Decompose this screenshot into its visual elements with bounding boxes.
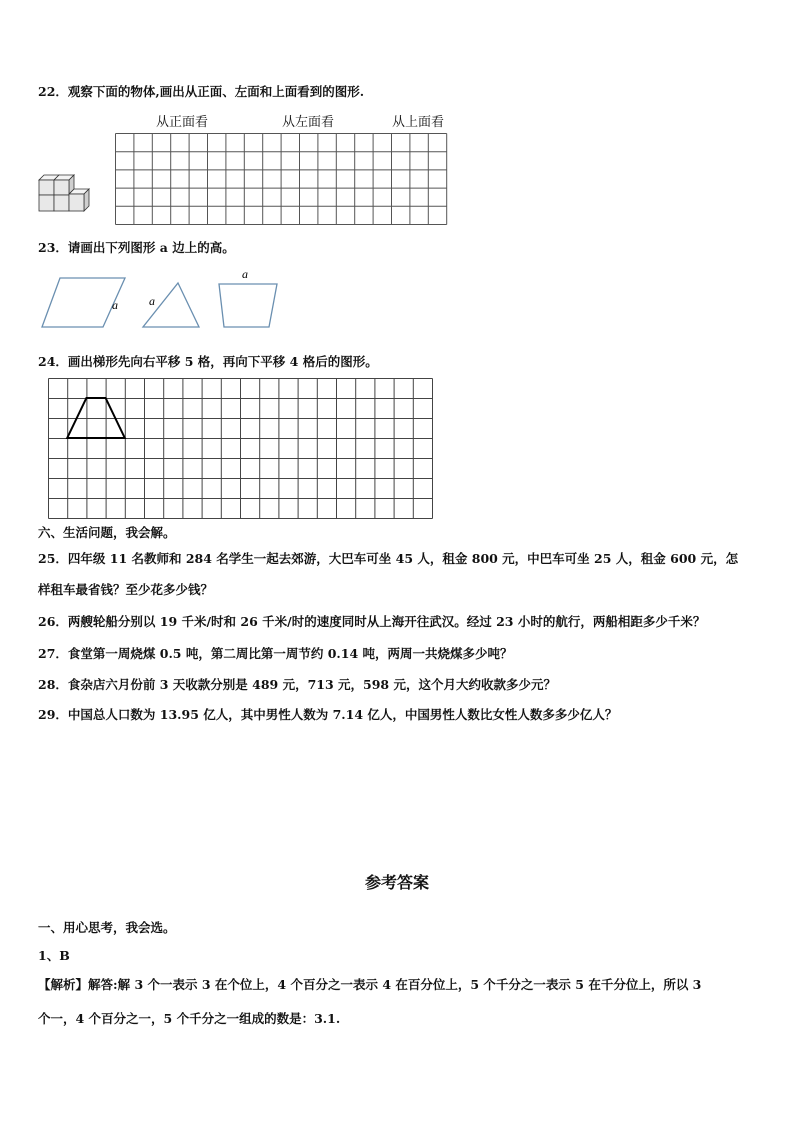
question-24: 24．画出梯形先向右平移 5 格，再向下平移 4 格后的图形。 xyxy=(38,354,378,369)
question-28: 28．食杂店六月份前 3 天收款分别是 489 元，713 元，598 元，这个月大约收款多少元？ xyxy=(38,677,556,692)
question-23: 23．请画出下列图形 a 边上的高。 xyxy=(38,240,235,255)
question-27: 27．食堂第一周烧煤 0.5 吨，第二周比第一周节约 0.14 吨，两周一共烧煤多少吨？ xyxy=(38,646,513,661)
drawing-grid-translation[interactable] xyxy=(48,378,434,520)
question-29: 29．中国总人口数为 13.95 亿人，其中男性人数为 7.14 亿人，中国男性人数比女性人数多多少亿人？ xyxy=(38,707,618,722)
parallelogram-side-label: a xyxy=(112,298,118,312)
section-6-heading: 六、生活问题，我会解。 xyxy=(38,525,176,540)
drawing-grid-views[interactable] xyxy=(115,133,448,226)
answer-1-analysis-line-2: 个一，4 个百分之一，5 个千分之一组成的数是：3.1. xyxy=(38,1011,341,1026)
question-25-line-1: 25．四年级 11 名教师和 284 名学生一起去郊游，大巴车可坐 45 人，租金 800 元，中巴车可坐 25 人，租金 600 元，怎 xyxy=(38,551,739,566)
answers-title: 参考答案 xyxy=(364,873,429,892)
shape-parallelogram xyxy=(40,275,130,330)
answers-section-1: 一、用心思考，我会选。 xyxy=(38,920,176,935)
shape-triangle xyxy=(140,280,205,330)
view-label-left: 从左面看 xyxy=(282,115,335,130)
question-25-line-2: 样租车最省钱？至少花多少钱？ xyxy=(38,582,214,597)
answer-1: 1、B xyxy=(38,948,70,963)
view-label-front: 从正面看 xyxy=(156,115,209,130)
triangle-side-label: a xyxy=(149,294,155,308)
cube-stack-figure xyxy=(36,172,96,216)
question-26: 26．两艘轮船分别以 19 千米/时和 26 千米/时的速度同时从上海开往武汉。经过 23 小时的航行，两船相距多少千米？ xyxy=(38,614,706,629)
trapezoid-side-label: a xyxy=(242,267,248,281)
shape-trapezoid xyxy=(218,268,280,330)
view-label-top: 从上面看 xyxy=(392,115,445,130)
answer-1-analysis-line-1: 【解析】解答:解 3 个一表示 3 在个位上，4 个百分之一表示 4 在百分位上，5 个千分之一表示 5 在千分位上，所以 3 xyxy=(38,977,702,992)
question-22: 22．观察下面的物体,画出从正面、左面和上面看到的图形. xyxy=(38,84,365,99)
